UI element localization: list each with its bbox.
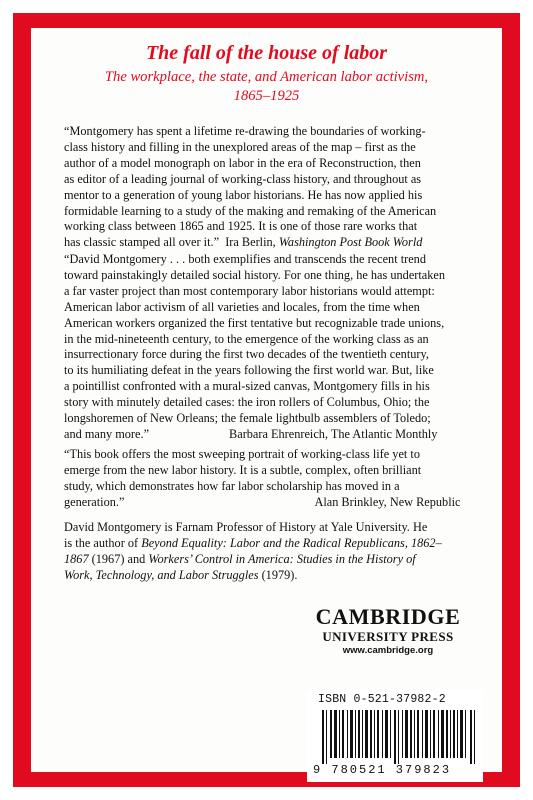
quote-author: Alan Brinkley, [314, 494, 387, 509]
quote-line: American workers organized the first tentative but recognizable trade unions, [64, 315, 445, 330]
quote-line: to its humiliating defeat in the years following the first world war. But, like [64, 363, 434, 378]
quote-line: study, which demonstrates how far labor scholarship has moved in a [64, 478, 400, 493]
publisher-url: www.cambridge.org [342, 645, 434, 656]
barcode-number: 9 780521 379823 [313, 763, 452, 777]
book-title: The fall of the house of labor [145, 42, 388, 64]
quote-line: formidable learning to a study of the making and remaking of the American [64, 203, 437, 218]
quote-author: Ira Berlin, [225, 235, 276, 250]
bio-line: David Montgomery is Farnam Professor of History at Yale University. He [64, 520, 428, 534]
isbn-label: ISBN 0-521-37982-2 [318, 693, 446, 706]
review-quote [64, 447, 475, 511]
quote-line: has classic stamped all over it.” [64, 235, 220, 250]
quote-line: emerge from the new labor history. It is a subtle, complex, often brilliant [64, 462, 422, 477]
bio-text: is the author of [64, 535, 142, 550]
barcode-icon [322, 710, 478, 764]
author-bio [64, 520, 475, 584]
quote-line: working class between 1865 and 1925. It is one of those rare works that [64, 219, 418, 234]
quote-line: “David Montgomery . . . both exemplifies and transcends the recent trend [64, 252, 426, 266]
quote-line: and many more.” [64, 426, 150, 441]
publisher-logo [298, 605, 478, 658]
quote-line: class history and filling in the unexplored areas of the map – first as the [64, 139, 416, 154]
quote-line: longshoremen of New Orleans; the female lightbulb assemblers of Toledo; [64, 411, 431, 426]
quote-line: in the mid-nineteenth century, to the emergence of the working class as an [64, 331, 429, 346]
quote-publication: The Atlantic Monthly [330, 426, 438, 441]
bio-book-title: Beyond Equality: Labor and the Radical Republicans, 1862– [141, 535, 442, 550]
quote-line: American labor activism of all varieties and locales, from the time when [64, 299, 420, 314]
book-subtitle [60, 68, 473, 106]
review-quote [64, 252, 475, 443]
quote-line: story with minutely detailed cases: the iron rollers of Columbus, Ohio; the [64, 395, 430, 410]
quote-line: mentor to a generation of young labor historians. He has now applied his [64, 187, 423, 202]
quote-publication: New Republic [389, 494, 461, 509]
quote-line: as editor of a leading journal of working-class history, and throughout as [64, 171, 422, 186]
quote-line: generation.” [64, 494, 125, 509]
quote-line: author of a model monograph on labor in the era of Reconstruction, then [64, 155, 421, 170]
bio-book-title: 1867 [64, 551, 89, 566]
publisher-name: CAMBRIDGE [315, 604, 461, 629]
quote-line: insurrectionary force during the first two decades of the twentieth century, [64, 347, 429, 362]
quote-publication: Washington Post Book World [278, 235, 423, 250]
subtitle-line-2: 1865–1925 [233, 88, 300, 104]
bio-text: (1967) and [88, 551, 149, 566]
review-quote [64, 124, 475, 251]
quote-line: “Montgomery has spent a lifetime re-drawing the boundaries of working- [64, 124, 426, 138]
quote-line: toward painstakingly detailed social history. For one thing, he has undertaken [64, 267, 445, 282]
bio-book-title: Work, Technology, and Labor Struggles [64, 567, 259, 582]
quote-author: Barbara Ehrenreich, [229, 426, 329, 441]
quote-line: a far vaster project than most contemporary labor historians would attempt: [64, 283, 435, 298]
bio-text: (1979). [258, 567, 298, 582]
publisher-press: UNIVERSITY PRESS [322, 629, 454, 644]
bio-book-title: Workers’ Control in America: Studies in the History of [148, 551, 416, 566]
quote-line: “This book offers the most sweeping portrait of working-class life yet to [64, 447, 420, 461]
subtitle-line-1: The workplace, the state, and American labor activism, [104, 69, 429, 85]
quote-line: a pointillist confronted with a mural-sized canvas, Montgomery fills in his [64, 379, 430, 394]
